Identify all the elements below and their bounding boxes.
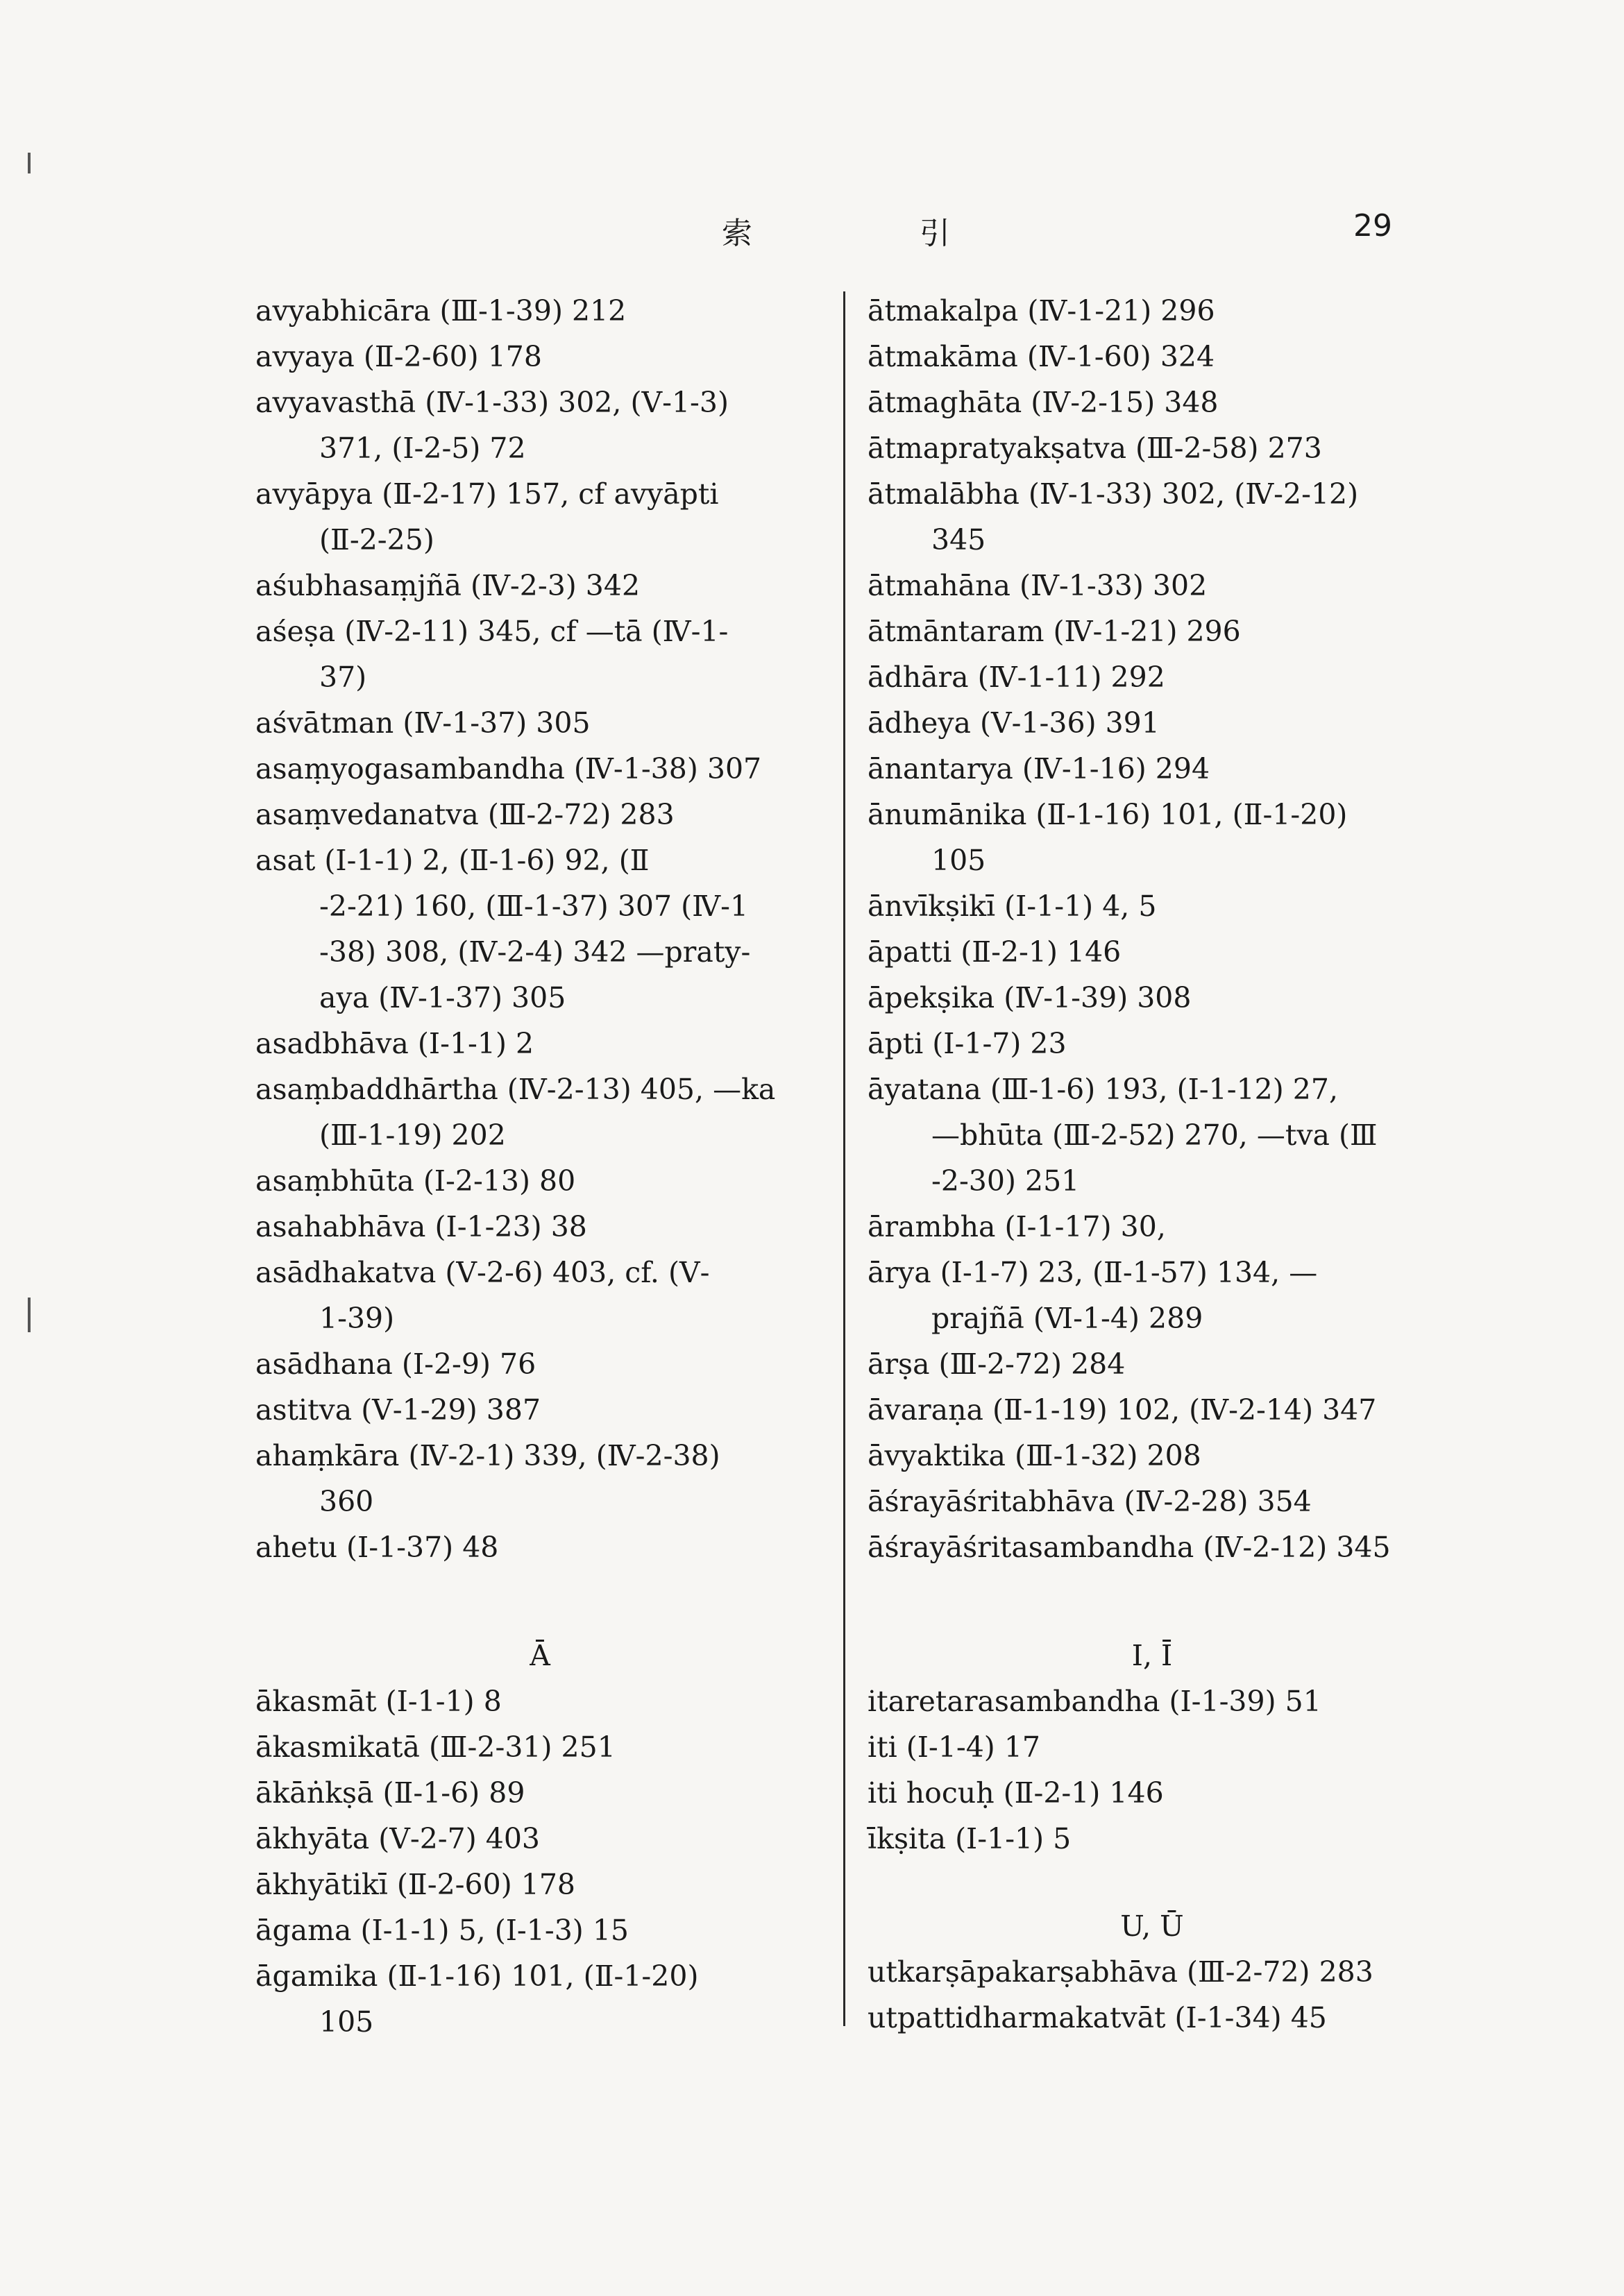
index-entry: āśrayāśritabhāva (Ⅳ-2-28) 354 [868,1485,1312,1518]
index-entry: asahabhāva (Ⅰ-1-23) 38 [255,1210,587,1243]
index-entry: asādhana (Ⅰ-2-9) 76 [255,1347,536,1381]
index-entry: āpekṣika (Ⅳ-1-39) 308 [868,981,1192,1014]
index-entry: ātmahāna (Ⅳ-1-33) 302 [868,569,1208,602]
index-entry: ākhyātikī (Ⅱ-2-60) 178 [255,1868,575,1901]
index-entry-continuation: (Ⅱ-2-25) [319,523,434,556]
index-entry: asat (Ⅰ-1-1) 2, (Ⅱ-1-6) 92, (Ⅱ [255,844,650,877]
index-entry-continuation: (Ⅲ-1-19) 202 [319,1119,506,1152]
page-header [0,208,1624,250]
index-entry: ārambha (Ⅰ-1-17) 30, [868,1210,1166,1243]
index-entry: asaṃbaddhārtha (Ⅳ-2-13) 405, —ka [255,1073,776,1106]
index-entry-continuation: 345 [931,523,986,556]
index-entry: ādhāra (Ⅳ-1-11) 292 [868,661,1165,694]
index-entry: āpti (Ⅰ-1-7) 23 [868,1027,1067,1060]
index-entry: ātmaghāta (Ⅳ-2-15) 348 [868,386,1219,419]
index-entry: utkarṣāpakarṣabhāva (Ⅲ-2-72) 283 [868,1955,1373,1989]
index-entry: avyāpya (Ⅱ-2-17) 157, cf avyāpti [255,477,719,511]
index-entry: ānvīkṣikī (Ⅰ-1-1) 4, 5 [868,890,1157,923]
index-entry: asaṃvedanatva (Ⅲ-2-72) 283 [255,798,675,831]
index-entry-continuation: 37) [319,661,367,694]
index-entry-continuation: —bhūta (Ⅲ-2-52) 270, —tva (Ⅲ [931,1119,1378,1152]
index-entry: ahaṃkāra (Ⅳ-2-1) 339, (Ⅳ-2-38) [255,1439,720,1472]
index-entry: avyavasthā (Ⅳ-1-33) 302, (Ⅴ-1-3) [255,386,729,419]
index-entry: āyatana (Ⅲ-1-6) 193, (Ⅰ-1-12) 27, [868,1073,1339,1106]
index-entries-i [868,1678,1464,1862]
index-entry: ākasmikatā (Ⅲ-2-31) 251 [255,1730,616,1764]
index-entry: asaṃyogasambandha (Ⅳ-1-38) 307 [255,752,762,785]
index-entry: ākasmāt (Ⅰ-1-1) 8 [255,1685,502,1718]
index-entry: astitva (Ⅴ-1-29) 387 [255,1393,541,1427]
index-entries-a-long [255,1678,824,2045]
section-heading-u: U, Ū [1120,1910,1184,1943]
index-entry: ārṣa (Ⅲ-2-72) 284 [868,1347,1126,1381]
index-entry-continuation: 371, (Ⅰ-2-5) 72 [319,432,526,465]
index-entries-a-long-cont [868,288,1464,1570]
index-entry: aśvātman (Ⅳ-1-37) 305 [255,706,591,740]
index-entry: ahetu (Ⅰ-1-37) 48 [255,1531,499,1564]
index-entries-a [255,288,824,1570]
index-entry: ānumānika (Ⅱ-1-16) 101, (Ⅱ-1-20) [868,798,1348,831]
index-entry: asadbhāva (Ⅰ-1-1) 2 [255,1027,534,1060]
header-kanji-middle: 引 [920,216,950,251]
section-gap [255,1570,824,1633]
index-entry: ātmakāma (Ⅳ-1-60) 324 [868,340,1215,373]
index-entry: āśrayāśritasambandha (Ⅳ-2-12) 345 [868,1531,1391,1564]
index-entry-continuation: 105 [931,844,986,877]
index-entry: iti hocuḥ (Ⅱ-2-1) 146 [868,1776,1164,1810]
index-entry-continuation: -38) 308, (Ⅳ-2-4) 342 —praty- [319,935,751,969]
section-gap [868,1862,1464,1903]
index-entry: asādhakatva (Ⅴ-2-6) 403, cf. (Ⅴ- [255,1256,710,1289]
index-entry-continuation: 105 [319,2005,374,2039]
index-entry: ākāṅkṣā (Ⅱ-1-6) 89 [255,1776,525,1810]
index-entry: ārya (Ⅰ-1-7) 23, (Ⅱ-1-57) 134, — [868,1256,1318,1289]
index-entry-continuation: aya (Ⅳ-1-37) 305 [319,981,566,1014]
index-column-left [255,288,824,2045]
index-entry: aśubhasaṃjñā (Ⅳ-2-3) 342 [255,569,641,602]
index-entry: utpattidharmakatvāt (Ⅰ-1-34) 45 [868,2001,1327,2034]
index-entry: ātmāntaram (Ⅳ-1-21) 296 [868,615,1241,648]
index-entry: avyaya (Ⅱ-2-60) 178 [255,340,542,373]
column-divider [843,291,845,2026]
section-heading-i: I, Ī [1131,1639,1173,1672]
index-entry: āvyaktika (Ⅲ-1-32) 208 [868,1439,1201,1472]
index-entry: itaretarasambandha (Ⅰ-1-39) 51 [868,1685,1321,1718]
index-entry: āvaraṇa (Ⅱ-1-19) 102, (Ⅳ-2-14) 347 [868,1393,1377,1427]
index-entry: ākhyāta (Ⅴ-2-7) 403 [255,1822,541,1855]
index-entry: aśeṣa (Ⅳ-2-11) 345, cf —tā (Ⅳ-1- [255,615,729,648]
index-entry-continuation: 1-39) [319,1302,395,1335]
index-entry-continuation: 360 [319,1485,374,1518]
header-kanji-left: 索 [722,216,752,251]
index-entry: asaṃbhūta (Ⅰ-2-13) 80 [255,1164,576,1198]
scan-edge-mark [28,153,31,173]
index-entry: ādheya (Ⅴ-1-36) 391 [868,706,1160,740]
index-entry: āpatti (Ⅱ-2-1) 146 [868,935,1122,969]
page-number: 29 [1353,208,1392,244]
index-entry-continuation: prajñā (Ⅵ-1-4) 289 [931,1302,1203,1335]
index-entry: ātmalābha (Ⅳ-1-33) 302, (Ⅳ-2-12) [868,477,1359,511]
index-entries-u [868,1949,1464,2041]
scan-edge-mark [28,1298,31,1332]
index-entry: ātmapratyakṣatva (Ⅲ-2-58) 273 [868,432,1322,465]
index-entry: avyabhicāra (Ⅲ-1-39) 212 [255,294,627,328]
index-entry: ānantarya (Ⅳ-1-16) 294 [868,752,1210,785]
index-entry-continuation: -2-30) 251 [931,1164,1080,1198]
index-entry: āgama (Ⅰ-1-1) 5, (Ⅰ-1-3) 15 [255,1914,629,1947]
index-entry: iti (Ⅰ-1-4) 17 [868,1730,1041,1764]
section-heading-a-long: Ā [530,1639,550,1672]
index-entry: īkṣita (Ⅰ-1-1) 5 [868,1822,1072,1855]
section-gap [868,1570,1464,1633]
index-entry: āgamika (Ⅱ-1-16) 101, (Ⅱ-1-20) [255,1959,699,1993]
index-entry: ātmakalpa (Ⅳ-1-21) 296 [868,294,1215,328]
index-column-right [868,288,1464,2041]
index-entry-continuation: -2-21) 160, (Ⅲ-1-37) 307 (Ⅳ-1 [319,890,749,923]
